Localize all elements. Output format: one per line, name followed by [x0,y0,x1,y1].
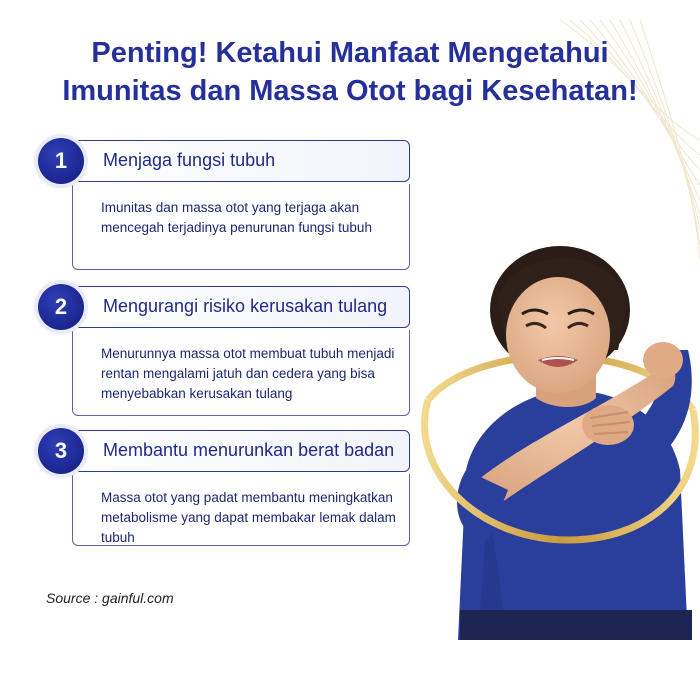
benefit-card-body [72,184,410,270]
bottom-strip [0,660,700,700]
benefit-card-header [72,140,410,182]
benefit-description: Massa otot yang padat membantu meningkatkan metabolisme yang dapat membakar lemak dalam tubuh [101,490,396,545]
benefit-card-header [72,430,410,472]
benefit-card-body [72,330,410,416]
source-citation: Source : gainful.com [46,590,174,606]
benefit-title: Mengurangi risiko kerusakan tulang [103,296,388,316]
headline-line-1: Penting! Ketahui Manfaat Mengetahui [91,37,609,69]
benefit-description: Menurunnya massa otot membuat tubuh menjadi rentan mengalami jatuh dan cedera yang bisa menyebabkan kerusakan tulang [101,346,395,401]
benefit-title: Membantu menurunkan berat badan [103,440,395,460]
benefit-description: Imunitas dan massa otot yang terjaga akan mencegah terjadinya penurunan fungsi tubuh [101,200,372,235]
benefit-card-header [72,286,410,328]
number-badge-2: 2 [38,284,84,330]
benefit-title: Menjaga fungsi tubuh [103,150,276,170]
headline-line-2: Imunitas dan Massa Otot bagi Kesehatan! [62,75,638,107]
woman-holding-arm-photo [418,240,700,640]
number-badge-1: 1 [38,138,84,184]
benefit-card-body [72,474,410,546]
page-headline [40,34,660,110]
number-badge-3: 3 [38,428,84,474]
